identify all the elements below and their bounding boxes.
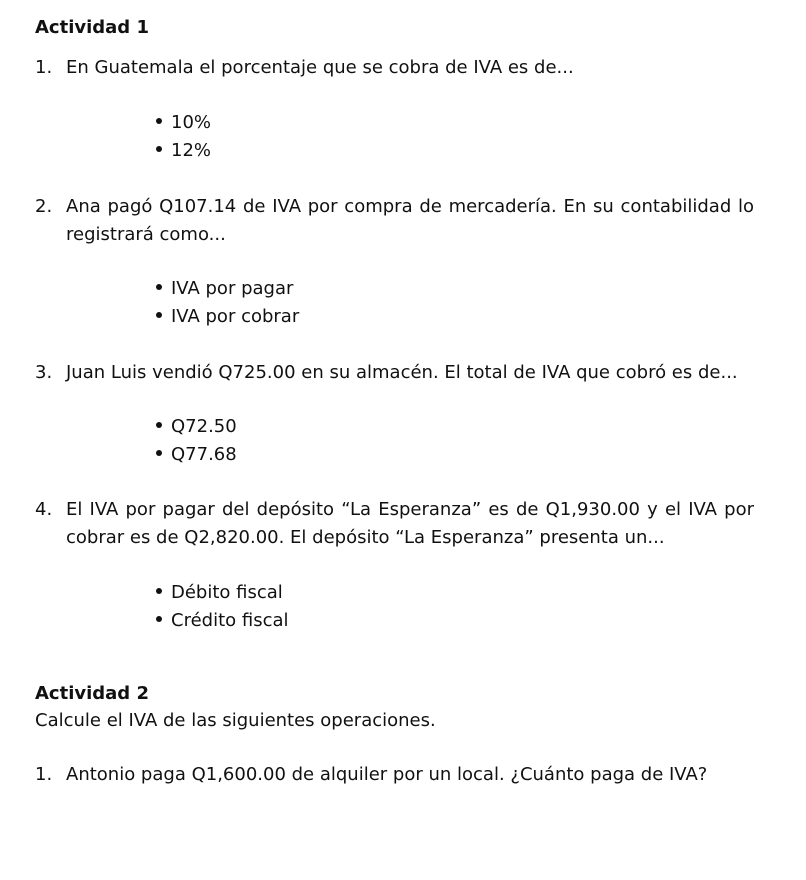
option-label: Crédito fiscal	[171, 610, 289, 631]
question-number: 2.	[35, 196, 53, 217]
option-label: Débito fiscal	[171, 582, 283, 603]
bullet-icon	[156, 312, 162, 318]
option-label: Q77.68	[171, 444, 237, 465]
question-number: 1.	[35, 764, 53, 785]
question-number: 4.	[35, 499, 53, 520]
question-text-continued: registrará como...	[66, 224, 226, 245]
option-label: IVA por cobrar	[171, 306, 300, 327]
question-text-continued: cobrar es de Q2,820.00. El depósito “La Esperanza” presenta un...	[66, 527, 665, 548]
question-text: Ana pagó Q107.14 de IVA por compra de mercadería. En su contabilidad lo	[66, 196, 754, 217]
option-item	[156, 276, 293, 302]
question-text: En Guatemala el porcentaje que se cobra de IVA es de...	[66, 57, 574, 78]
activity2-title: Actividad 2	[35, 683, 149, 704]
question-number: 1.	[35, 57, 53, 78]
option-item	[156, 442, 237, 468]
option-label: IVA por pagar	[171, 278, 294, 299]
option-label: 12%	[171, 140, 212, 161]
bullet-icon	[156, 616, 162, 622]
question-text: El IVA por pagar del depósito “La Esperanza” es de Q1,930.00 y el IVA por	[66, 499, 754, 520]
question-text: Antonio paga Q1,600.00 de alquiler por un local. ¿Cuánto paga de IVA?	[66, 764, 708, 785]
option-item	[156, 414, 237, 440]
bullet-icon	[156, 118, 162, 124]
question-text: Juan Luis vendió Q725.00 en su almacén. El total de IVA que cobró es de...	[66, 362, 738, 383]
bullet-icon	[156, 588, 162, 594]
activity2-instruction: Calcule el IVA de las siguientes operaciones.	[35, 710, 436, 731]
bullet-icon	[156, 146, 162, 152]
question-number: 3.	[35, 362, 53, 383]
bullet-icon	[156, 450, 162, 456]
bullet-icon	[156, 422, 162, 428]
option-item	[156, 110, 211, 136]
option-item	[156, 304, 299, 330]
bullet-icon	[156, 284, 162, 290]
option-item	[156, 608, 289, 634]
activity1-title: Actividad 1	[35, 17, 149, 38]
option-item	[156, 138, 211, 164]
option-label: 10%	[171, 112, 212, 133]
option-item	[156, 580, 283, 606]
option-label: Q72.50	[171, 416, 237, 437]
